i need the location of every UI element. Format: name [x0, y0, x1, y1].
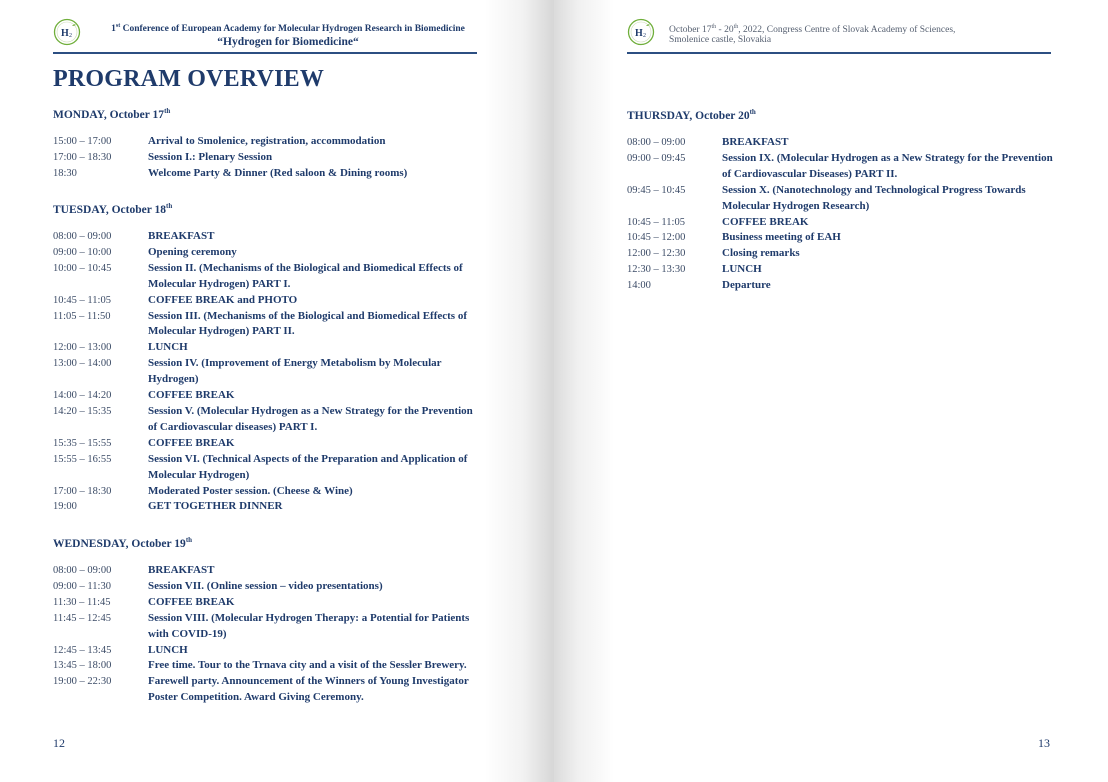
schedule-event: Departure: [722, 279, 771, 292]
schedule-row: [53, 245, 493, 261]
schedule-event: Moderated Poster session. (Cheese & Wine): [148, 484, 353, 497]
schedule-event: Session V. (Molecular Hydrogen as a New Strategy for the Prevention of Cardiovascular diseases) PART I.: [148, 404, 473, 433]
schedule-time: 13:00 – 14:00: [53, 358, 112, 370]
svg-text:2: 2: [69, 33, 72, 39]
schedule-row: [53, 499, 493, 515]
page-title: PROGRAM OVERVIEW: [53, 66, 325, 92]
schedule-event: Farewell party. Announcement of the Winners of Young Investigator Poster Competition. Award Giving Ceremony.: [148, 675, 469, 704]
schedule-row: [627, 215, 1067, 231]
day-heading: [53, 532, 493, 548]
schedule-row: [53, 404, 493, 436]
schedule-event: Free time. Tour to the Trnava city and a visit of the Sessler Brewery.: [148, 659, 467, 672]
event-date-start: October 17: [669, 25, 712, 36]
conference-ordinal: 1: [111, 24, 116, 35]
conference-header: [108, 20, 468, 49]
day-heading: [53, 198, 493, 214]
schedule-time: 17:00 – 18:30: [53, 485, 112, 497]
schedule-row: [53, 293, 493, 309]
schedule-row: [627, 183, 1067, 215]
schedule-event: BREAKFAST: [148, 230, 215, 242]
schedule-time: 11:30 – 11:45: [53, 596, 111, 608]
day-section-wednesday: [53, 532, 493, 706]
schedule-event: Welcome Party & Dinner (Red saloon & Dining rooms): [148, 166, 408, 179]
schedule-row: [53, 340, 493, 356]
schedule-row: [627, 230, 1067, 246]
schedule-event: LUNCH: [148, 341, 188, 354]
schedule-event: COFFEE BREAK: [722, 215, 809, 228]
schedule-row: [627, 151, 1067, 183]
schedule-row: [53, 436, 493, 452]
schedule-time: 11:05 – 11:50: [53, 310, 111, 322]
day-heading-sup: th: [185, 536, 193, 544]
schedule-time: 09:45 – 10:45: [627, 184, 686, 196]
day-heading: [627, 104, 1067, 120]
schedule-event: COFFEE BREAK: [148, 595, 235, 608]
schedule-time: 09:00 – 10:00: [53, 246, 112, 258]
schedule-time: 10:45 – 11:05: [53, 294, 111, 306]
schedule-time: 14:00: [627, 280, 651, 292]
schedule-time: 18:30: [53, 167, 77, 179]
svg-text:H: H: [635, 28, 643, 39]
schedule-time: 15:35 – 15:55: [53, 437, 112, 449]
svg-text:H: H: [61, 28, 69, 39]
schedule-event: Session III. (Mechanisms of the Biological and Biomedical Effects of Molecular Hydrogen) PART II.: [148, 309, 467, 338]
schedule-row: [53, 658, 493, 674]
schedule-time: 15:55 – 16:55: [53, 453, 112, 465]
left-page-header: [53, 14, 477, 54]
schedule-row: [53, 134, 493, 150]
schedule-event: COFFEE BREAK: [148, 389, 235, 402]
schedule-time: 12:45 – 13:45: [53, 644, 112, 656]
schedule-event: Arrival to Smolenice, registration, accommodation: [148, 135, 386, 147]
schedule-event: Session VI. (Technical Aspects of the Preparation and Application of Molecular Hydrogen): [148, 452, 468, 481]
event-date-location: [669, 22, 1039, 45]
schedule-time: 15:00 – 17:00: [53, 136, 112, 147]
schedule-event: Closing remarks: [722, 247, 800, 260]
conference-title: [108, 20, 468, 35]
day-heading-sup: th: [164, 107, 171, 115]
schedule-event: COFFEE BREAK: [148, 436, 235, 449]
event-date-sup-2: th: [733, 24, 739, 30]
schedule-event: Session IX. (Molecular Hydrogen as a New Strategy for the Prevention of Cardiovascular Diseases) PART II.: [722, 151, 1053, 180]
schedule-time: 19:00: [53, 501, 77, 513]
schedule-event: LUNCH: [722, 263, 762, 276]
schedule-row: [53, 356, 493, 388]
schedule-event: Session X. (Nanotechnology and Technological Progress Towards Molecular Hydrogen Research): [722, 183, 1026, 212]
eah-hydrogen-logo-icon: [53, 18, 81, 46]
schedule-row: [53, 643, 493, 659]
schedule-row: [627, 278, 1067, 294]
event-dates: [669, 22, 1039, 35]
event-date-sup-1: th: [711, 24, 717, 30]
schedule-row: [627, 135, 1067, 151]
schedule-row: [53, 579, 493, 595]
schedule-event: Session I.: Plenary Session: [148, 150, 273, 163]
book-spine-shadow: [484, 0, 554, 782]
schedule-event: Session VIII. (Molecular Hydrogen Therapy: a Potential for Patients with COVID-19): [148, 611, 470, 640]
schedule-event: BREAKFAST: [722, 136, 789, 148]
schedule-time: 12:00 – 13:00: [53, 342, 112, 354]
schedule-event: Session VII. (Online session – video presentations): [148, 579, 383, 592]
event-date-end: - 20: [716, 25, 734, 36]
schedule-row: [53, 674, 493, 706]
conference-ordinal-sup: st: [115, 23, 121, 29]
schedule-row: [53, 388, 493, 404]
schedule-event: LUNCH: [148, 643, 188, 656]
schedule-row: [53, 484, 493, 500]
schedule-time: 17:00 – 18:30: [53, 151, 112, 163]
schedule-event: Session II. (Mechanisms of the Biological and Biomedical Effects of Molecular Hydrogen) PART I.: [148, 261, 463, 290]
schedule-time: 11:45 – 12:45: [53, 612, 111, 624]
schedule-time: 12:00 – 12:30: [627, 248, 686, 260]
event-location: Smolenice castle, Slovakia: [669, 35, 772, 46]
day-heading-sup: th: [166, 202, 173, 210]
day-section-thursday: [627, 104, 1067, 294]
right-page-header: [627, 14, 1051, 54]
header-divider: [627, 52, 1051, 54]
schedule-event: BREAKFAST: [148, 564, 215, 576]
schedule-row: [53, 452, 493, 484]
schedule-time: 10:45 – 12:00: [627, 232, 686, 244]
schedule-row: [53, 309, 493, 341]
conference-title-text: Conference of European Academy for Molecular Hydrogen Research in Biomedicine: [120, 24, 465, 35]
schedule-row: [53, 611, 493, 643]
day-heading-label: THURSDAY, October 20: [627, 109, 750, 122]
schedule-time: 08:00 – 09:00: [53, 231, 112, 242]
schedule-row: [53, 261, 493, 293]
day-section-tuesday: [53, 198, 493, 515]
page-number: 13: [1038, 736, 1050, 750]
page-number: 12: [53, 736, 65, 750]
schedule-row: [53, 166, 493, 182]
day-heading-label: MONDAY, October 17: [53, 108, 165, 121]
day-heading-label: WEDNESDAY, October 19: [53, 537, 186, 550]
schedule-row: [627, 262, 1067, 278]
schedule-time: 19:00 – 22:30: [53, 676, 112, 688]
day-heading-label: TUESDAY, October 18: [53, 203, 166, 216]
schedule-event: Opening ceremony: [148, 245, 237, 258]
schedule-time: 14:00 – 14:20: [53, 390, 112, 402]
schedule-time: 10:45 – 11:05: [627, 216, 685, 228]
book-spine-shadow: [554, 0, 614, 782]
schedule-event: Session IV. (Improvement of Energy Metabolism by Molecular Hydrogen): [148, 357, 442, 386]
schedule-row: [53, 595, 493, 611]
right-page: [554, 0, 1108, 782]
schedule-time: 14:20 – 15:35: [53, 405, 112, 417]
schedule-event: COFFEE BREAK and PHOTO: [148, 293, 298, 306]
schedule-time: 09:00 – 09:45: [627, 152, 686, 164]
day-section-monday: [53, 103, 493, 182]
schedule-row: [53, 229, 493, 245]
schedule-row: [627, 246, 1067, 262]
header-divider: [53, 52, 477, 54]
schedule-time: 10:00 – 10:45: [53, 262, 112, 274]
eah-hydrogen-logo-icon: [627, 18, 655, 46]
schedule-time: 09:00 – 11:30: [53, 580, 111, 592]
schedule-time: 12:30 – 13:30: [627, 264, 686, 276]
conference-subtitle: “Hydrogen for Biomedicine“: [217, 36, 359, 49]
schedule-row: [53, 150, 493, 166]
schedule-event: GET TOGETHER DINNER: [148, 500, 283, 513]
schedule-time: 08:00 – 09:00: [627, 137, 686, 148]
schedule-time: 13:45 – 18:00: [53, 660, 112, 672]
day-heading: [53, 103, 493, 119]
schedule-event: Business meeting of EAH: [722, 231, 841, 244]
event-venue: , 2022, Congress Centre of Slovak Academy of Sciences,: [738, 25, 956, 36]
day-heading-sup: th: [749, 108, 756, 116]
schedule-row: [53, 563, 493, 579]
schedule-time: 08:00 – 09:00: [53, 565, 112, 576]
svg-text:2: 2: [643, 33, 646, 39]
